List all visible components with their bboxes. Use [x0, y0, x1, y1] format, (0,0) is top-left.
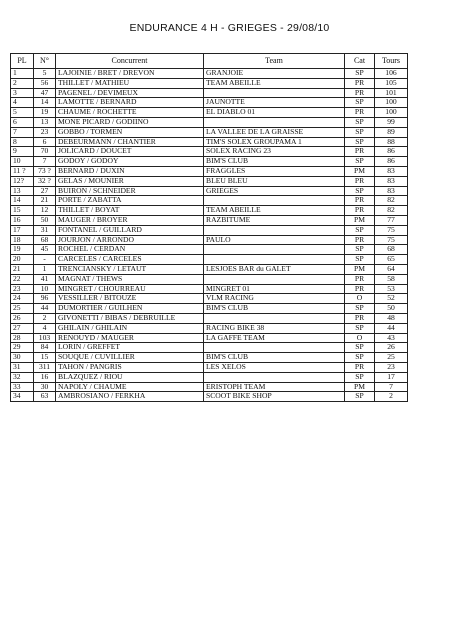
table-row [11, 69, 408, 79]
cell-pl: 2 [11, 78, 34, 88]
cell-team: LESJOES BAR du GALET [204, 264, 345, 274]
cell-number: 103 [34, 333, 56, 343]
cell-pl: 19 [11, 245, 34, 255]
cell-pl: 28 [11, 333, 34, 343]
cell-team: JAUNOTTE [204, 98, 345, 108]
cell-number: 21 [34, 196, 56, 206]
cell-cat: PR [345, 108, 375, 118]
table-row [11, 225, 408, 235]
table-row [11, 137, 408, 147]
header-tours: Tours [375, 54, 408, 69]
cell-tours: 68 [375, 245, 408, 255]
cell-concurrent: THILLET / MATHIEU [56, 78, 204, 88]
header-no: N° [34, 54, 56, 69]
cell-cat: SP [345, 127, 375, 137]
table-row [11, 206, 408, 216]
cell-number: 63 [34, 392, 56, 402]
cell-number: 10 [34, 284, 56, 294]
cell-cat: PR [345, 78, 375, 88]
cell-pl: 17 [11, 225, 34, 235]
cell-number: 14 [34, 98, 56, 108]
table-row [11, 392, 408, 402]
table-row [11, 333, 408, 343]
cell-team: PAULO [204, 235, 345, 245]
cell-cat: PM [345, 264, 375, 274]
cell-tours: 82 [375, 196, 408, 206]
cell-cat: SP [345, 245, 375, 255]
cell-pl: 14 [11, 196, 34, 206]
cell-tours: 65 [375, 255, 408, 265]
cell-team: GRIEGES [204, 186, 345, 196]
table-row [11, 186, 408, 196]
cell-team [204, 372, 345, 382]
cell-team [204, 255, 345, 265]
table-row [11, 353, 408, 363]
cell-team: ERISTOPH TEAM [204, 382, 345, 392]
cell-team: MINGRET 01 [204, 284, 345, 294]
cell-concurrent: MAUGER / BROYER [56, 215, 204, 225]
cell-number: 56 [34, 78, 56, 88]
table-row [11, 274, 408, 284]
cell-cat: PM [345, 382, 375, 392]
cell-cat: PM [345, 166, 375, 176]
cell-concurrent: AMBROSIANO / FERKHA [56, 392, 204, 402]
cell-team [204, 88, 345, 98]
cell-pl: 3 [11, 88, 34, 98]
cell-pl: 24 [11, 294, 34, 304]
cell-team: LES XELOS [204, 362, 345, 372]
cell-team: BIM'S CLUB [204, 157, 345, 167]
cell-tours: 53 [375, 284, 408, 294]
cell-tours: 7 [375, 382, 408, 392]
cell-pl: 26 [11, 313, 34, 323]
cell-concurrent: PORTE / ZABATTA [56, 196, 204, 206]
cell-tours: 106 [375, 69, 408, 79]
cell-cat: SP [345, 353, 375, 363]
table-row [11, 78, 408, 88]
cell-cat: PM [345, 215, 375, 225]
cell-cat: PR [345, 362, 375, 372]
cell-cat: SP [345, 98, 375, 108]
cell-number: 30 [34, 382, 56, 392]
cell-concurrent: PAGENEL / DEVIMEUX [56, 88, 204, 98]
cell-number: - [34, 255, 56, 265]
cell-number: 47 [34, 88, 56, 98]
cell-concurrent: GELAS / MOUNIER [56, 176, 204, 186]
page-title: ENDURANCE 4 H - GRIEGES - 29/08/10 [129, 22, 330, 34]
cell-tours: 88 [375, 137, 408, 147]
cell-concurrent: CHAUME / ROCHETTE [56, 108, 204, 118]
cell-number: 96 [34, 294, 56, 304]
cell-tours: 17 [375, 372, 408, 382]
cell-concurrent: DUMORTIER / GUILHEN [56, 304, 204, 314]
cell-tours: 75 [375, 235, 408, 245]
cell-concurrent: TAHON / PANGRIS [56, 362, 204, 372]
cell-pl: 33 [11, 382, 34, 392]
cell-pl: 30 [11, 353, 34, 363]
cell-number: 1 [34, 264, 56, 274]
cell-pl: 18 [11, 235, 34, 245]
cell-team [204, 225, 345, 235]
cell-number: 7 [34, 157, 56, 167]
table-row [11, 215, 408, 225]
cell-pl: 21 [11, 264, 34, 274]
cell-team [204, 313, 345, 323]
cell-number: 44 [34, 304, 56, 314]
cell-concurrent: BERNARD / DUXIN [56, 166, 204, 176]
cell-pl: 5 [11, 108, 34, 118]
table-row [11, 255, 408, 265]
table-row [11, 127, 408, 137]
cell-cat: PR [345, 196, 375, 206]
cell-tours: 86 [375, 157, 408, 167]
cell-team [204, 343, 345, 353]
cell-number: 70 [34, 147, 56, 157]
cell-concurrent: BLAZQUEZ / RIOU [56, 372, 204, 382]
cell-tours: 25 [375, 353, 408, 363]
table-row [11, 147, 408, 157]
cell-tours: 48 [375, 313, 408, 323]
cell-cat: O [345, 294, 375, 304]
cell-number: 19 [34, 108, 56, 118]
cell-concurrent: LORIN / GREFFET [56, 343, 204, 353]
cell-cat: SP [345, 255, 375, 265]
cell-team: VLM RACING [204, 294, 345, 304]
cell-number: 32 ? [34, 176, 56, 186]
cell-team [204, 196, 345, 206]
table-row [11, 235, 408, 245]
cell-number: 50 [34, 215, 56, 225]
cell-pl: 32 [11, 372, 34, 382]
cell-tours: 64 [375, 264, 408, 274]
cell-number: 311 [34, 362, 56, 372]
cell-pl: 9 [11, 147, 34, 157]
table-body [11, 69, 408, 402]
cell-cat: PR [345, 235, 375, 245]
cell-pl: 16 [11, 215, 34, 225]
results-table [10, 53, 408, 402]
cell-number: 27 [34, 186, 56, 196]
cell-tours: 83 [375, 166, 408, 176]
cell-tours: 100 [375, 108, 408, 118]
cell-team: BLEU BLEU [204, 176, 345, 186]
cell-number: 41 [34, 274, 56, 284]
cell-number: 5 [34, 69, 56, 79]
cell-tours: 52 [375, 294, 408, 304]
header-concurrent: Concurrent [56, 54, 204, 69]
table-row [11, 304, 408, 314]
cell-cat: SP [345, 323, 375, 333]
cell-cat: SP [345, 137, 375, 147]
cell-team: TEAM ABEILLE [204, 78, 345, 88]
cell-concurrent: MAGNAT / THEWS [56, 274, 204, 284]
cell-concurrent: DEBEURMANN / CHANTIER [56, 137, 204, 147]
cell-pl: 4 [11, 98, 34, 108]
cell-pl: 12? [11, 176, 34, 186]
cell-concurrent: GIVONETTI / BIBAS / DEBRUILLE [56, 313, 204, 323]
table-row [11, 245, 408, 255]
table-row [11, 372, 408, 382]
cell-concurrent: BUIRON / SCHNEIDER [56, 186, 204, 196]
cell-concurrent: JOLICARD / DOUCET [56, 147, 204, 157]
cell-pl: 10 [11, 157, 34, 167]
cell-team: BIM'S CLUB [204, 353, 345, 363]
cell-cat: SP [345, 186, 375, 196]
cell-number: 4 [34, 323, 56, 333]
cell-cat: SP [345, 117, 375, 127]
cell-concurrent: VESSILLER / BITOUZE [56, 294, 204, 304]
cell-tours: 75 [375, 225, 408, 235]
cell-tours: 58 [375, 274, 408, 284]
cell-team: TEAM ABEILLE [204, 206, 345, 216]
cell-number: 68 [34, 235, 56, 245]
cell-cat: PR [345, 313, 375, 323]
cell-team: TIM'S SOLEX GROUPAMA 1 [204, 137, 345, 147]
cell-team: LA VALLEE DE LA GRAISSE [204, 127, 345, 137]
cell-concurrent: MINGRET / CHOURREAU [56, 284, 204, 294]
table-row [11, 323, 408, 333]
cell-team [204, 245, 345, 255]
cell-cat: SP [345, 392, 375, 402]
cell-team: SOLEX RACING 23 [204, 147, 345, 157]
cell-tours: 105 [375, 78, 408, 88]
table-row [11, 88, 408, 98]
cell-tours: 23 [375, 362, 408, 372]
cell-number: 45 [34, 245, 56, 255]
cell-pl: 13 [11, 186, 34, 196]
cell-tours: 99 [375, 117, 408, 127]
cell-concurrent: GODOY / GODOY [56, 157, 204, 167]
cell-concurrent: JOURJON / ARRONDO [56, 235, 204, 245]
table-row [11, 362, 408, 372]
table-row [11, 294, 408, 304]
table-row [11, 382, 408, 392]
cell-number: 6 [34, 137, 56, 147]
cell-concurrent: MONE PICARD / GODIINO [56, 117, 204, 127]
cell-cat: PR [345, 147, 375, 157]
cell-number: 84 [34, 343, 56, 353]
cell-pl: 6 [11, 117, 34, 127]
cell-pl: 7 [11, 127, 34, 137]
table-row [11, 196, 408, 206]
cell-cat: PR [345, 88, 375, 98]
cell-number: 15 [34, 353, 56, 363]
cell-team: EL DIABLO 01 [204, 108, 345, 118]
cell-pl: 1 [11, 69, 34, 79]
cell-team: FRAGGLES [204, 166, 345, 176]
cell-team [204, 274, 345, 284]
cell-cat: SP [345, 343, 375, 353]
cell-number: 13 [34, 117, 56, 127]
cell-pl: 20 [11, 255, 34, 265]
cell-cat: PR [345, 176, 375, 186]
cell-team [204, 117, 345, 127]
cell-tours: 43 [375, 333, 408, 343]
cell-number: 2 [34, 313, 56, 323]
cell-tours: 100 [375, 98, 408, 108]
cell-cat: SP [345, 157, 375, 167]
cell-concurrent: THILLET / BOYAT [56, 206, 204, 216]
table-row [11, 117, 408, 127]
table-row [11, 98, 408, 108]
cell-number: 73 ? [34, 166, 56, 176]
cell-team: RAZBITUME [204, 215, 345, 225]
cell-number: 12 [34, 206, 56, 216]
table-row [11, 166, 408, 176]
cell-concurrent: NAPOLY / CHAUME [56, 382, 204, 392]
cell-pl: 27 [11, 323, 34, 333]
header-row [11, 54, 408, 69]
cell-tours: 83 [375, 186, 408, 196]
cell-tours: 83 [375, 176, 408, 186]
cell-team: SCOOT BIKE SHOP [204, 392, 345, 402]
table-row [11, 313, 408, 323]
cell-team: BIM'S CLUB [204, 304, 345, 314]
header-cat: Cat [345, 54, 375, 69]
cell-concurrent: ROCHEL / CERDAN [56, 245, 204, 255]
cell-team: LA GAFFE TEAM [204, 333, 345, 343]
cell-cat: SP [345, 372, 375, 382]
cell-pl: 25 [11, 304, 34, 314]
cell-concurrent: GHILAIN / GHILAIN [56, 323, 204, 333]
table-row [11, 157, 408, 167]
cell-tours: 44 [375, 323, 408, 333]
cell-tours: 2 [375, 392, 408, 402]
cell-cat: SP [345, 225, 375, 235]
cell-pl: 11 ? [11, 166, 34, 176]
cell-pl: 15 [11, 206, 34, 216]
cell-tours: 77 [375, 215, 408, 225]
cell-concurrent: SOUQUE / CUVILLIER [56, 353, 204, 363]
cell-pl: 22 [11, 274, 34, 284]
cell-pl: 8 [11, 137, 34, 147]
cell-cat: SP [345, 304, 375, 314]
cell-number: 16 [34, 372, 56, 382]
table-row [11, 343, 408, 353]
cell-tours: 26 [375, 343, 408, 353]
cell-pl: 34 [11, 392, 34, 402]
cell-concurrent: LAMOTTE / BERNARD [56, 98, 204, 108]
cell-tours: 50 [375, 304, 408, 314]
table-row [11, 284, 408, 294]
cell-concurrent: RENOUYD / MAUGER [56, 333, 204, 343]
table-row [11, 108, 408, 118]
cell-cat: O [345, 333, 375, 343]
cell-team: GRANJOIE [204, 69, 345, 79]
cell-concurrent: LAJOINIE / BRET / DREVON [56, 69, 204, 79]
cell-pl: 29 [11, 343, 34, 353]
cell-pl: 31 [11, 362, 34, 372]
cell-concurrent: CARCELES / CARCELES [56, 255, 204, 265]
cell-team: RACING BIKE 38 [204, 323, 345, 333]
cell-concurrent: FONTANEL / GUILLARD [56, 225, 204, 235]
cell-tours: 89 [375, 127, 408, 137]
cell-cat: PR [345, 274, 375, 284]
cell-cat: PR [345, 284, 375, 294]
cell-concurrent: TRENCIANSKY / LETAUT [56, 264, 204, 274]
cell-cat: PR [345, 206, 375, 216]
cell-number: 23 [34, 127, 56, 137]
cell-pl: 23 [11, 284, 34, 294]
cell-tours: 101 [375, 88, 408, 98]
cell-number: 31 [34, 225, 56, 235]
cell-concurrent: GOBBO / TORMEN [56, 127, 204, 137]
cell-cat: SP [345, 69, 375, 79]
cell-tours: 86 [375, 147, 408, 157]
table-row [11, 176, 408, 186]
table-row [11, 264, 408, 274]
header-team: Team [204, 54, 345, 69]
cell-tours: 82 [375, 206, 408, 216]
header-pl: PL [11, 54, 34, 69]
